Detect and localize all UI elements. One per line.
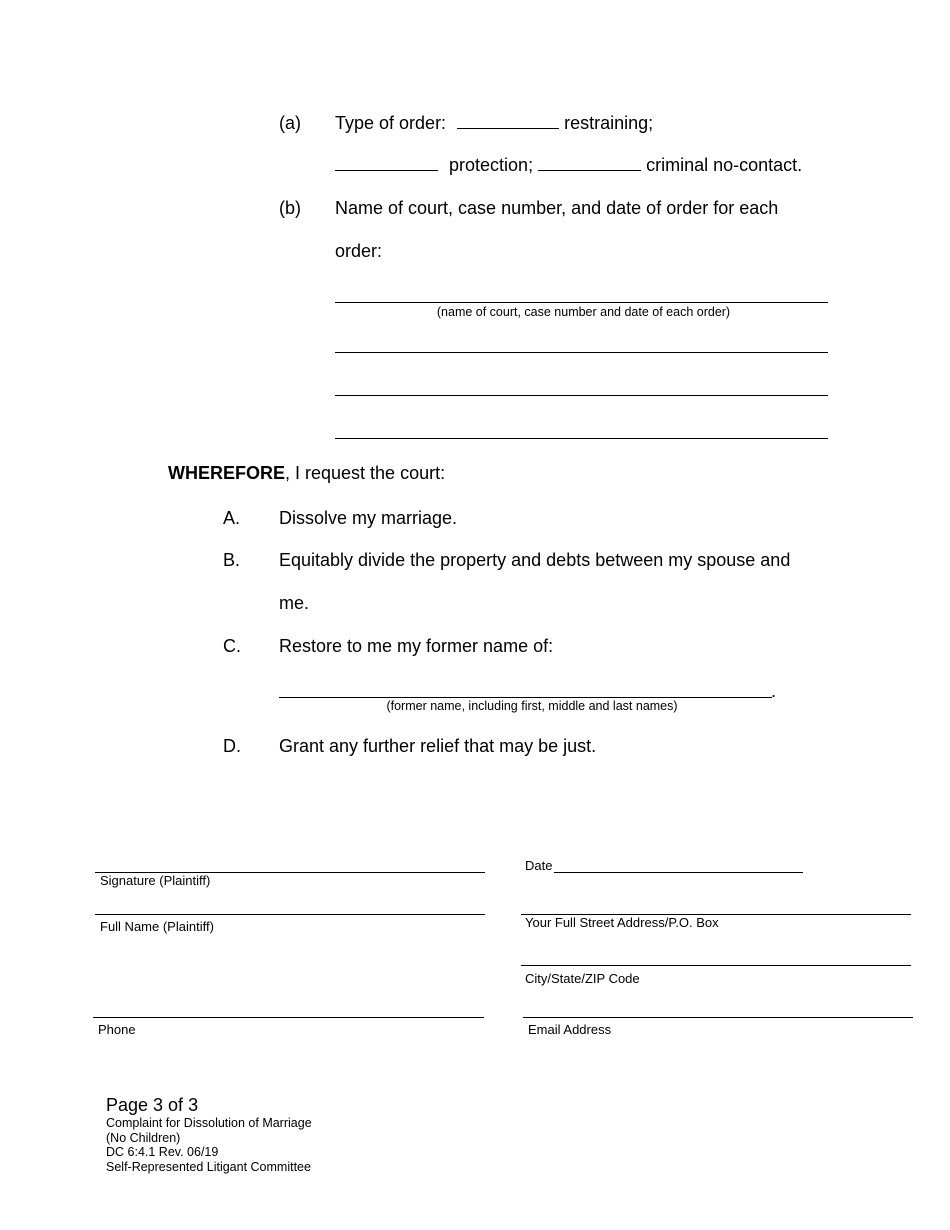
request-a-text: Dissolve my marriage. xyxy=(279,508,458,528)
restraining-blank[interactable] xyxy=(457,112,559,129)
request-a-marker: A. xyxy=(223,508,241,528)
phone-line[interactable] xyxy=(93,1017,484,1018)
order-type-line-2 xyxy=(335,154,802,176)
city-state-zip-label: City/State/ZIP Code xyxy=(525,971,640,986)
order-b-marker: (b) xyxy=(279,198,301,218)
page-number: Page 3 of 3 xyxy=(106,1095,199,1115)
form-title: Complaint for Dissolution of Marriage xyxy=(106,1116,312,1130)
court-order-line-2[interactable] xyxy=(335,352,828,353)
court-order-caption: (name of court, case number and date of each order) xyxy=(436,305,731,319)
form-subtitle: (No Children) xyxy=(106,1130,181,1145)
page-footer xyxy=(106,1094,312,1174)
former-name-period: . xyxy=(771,681,777,701)
order-type-line xyxy=(335,112,653,134)
request-d-marker: D. xyxy=(223,736,241,756)
email-line[interactable] xyxy=(523,1017,913,1018)
address-label: Your Full Street Address/P.O. Box xyxy=(525,915,719,930)
order-b-text-cont: order: xyxy=(335,241,383,261)
wherefore-rest: , I request the court: xyxy=(285,463,446,483)
request-c-marker: C. xyxy=(223,636,241,656)
full-name-label: Full Name (Plaintiff) xyxy=(100,919,214,934)
order-type-prefix: Type of order: xyxy=(335,113,447,133)
former-name-caption: (former name, including first, middle and last names) xyxy=(386,699,678,713)
request-b-text-cont: me. xyxy=(279,593,310,613)
criminal-no-contact-label: criminal no-contact. xyxy=(646,155,803,175)
wherefore-bold: WHEREFORE xyxy=(168,463,285,483)
form-code: DC 6:4.1 Rev. 06/19 xyxy=(106,1145,219,1159)
wherefore-heading xyxy=(168,462,445,484)
date-line[interactable] xyxy=(554,872,803,873)
request-d-text: Grant any further relief that may be just. xyxy=(279,736,597,756)
former-name-line[interactable] xyxy=(279,697,772,698)
order-b-text: Name of court, case number, and date of order for each xyxy=(335,198,779,218)
court-order-line-1[interactable] xyxy=(335,302,828,303)
restraining-label: restraining; xyxy=(564,113,654,133)
protection-blank[interactable] xyxy=(335,154,438,171)
full-name-line[interactable] xyxy=(95,914,485,915)
request-b-marker: B. xyxy=(223,550,241,570)
court-order-line-4[interactable] xyxy=(335,438,828,439)
request-c-text: Restore to me my former name of: xyxy=(279,636,554,656)
protection-label: protection; xyxy=(449,155,534,175)
city-state-zip-line[interactable] xyxy=(521,965,911,966)
phone-label: Phone xyxy=(98,1022,136,1037)
form-committee: Self-Represented Litigant Committee xyxy=(106,1159,311,1174)
court-order-line-3[interactable] xyxy=(335,395,828,396)
signature-label: Signature (Plaintiff) xyxy=(100,873,211,888)
order-a-marker: (a) xyxy=(279,113,301,133)
criminal-no-contact-blank[interactable] xyxy=(538,154,641,171)
email-label: Email Address xyxy=(528,1022,612,1037)
request-b-text: Equitably divide the property and debts between my spouse and xyxy=(279,550,791,570)
date-label: Date xyxy=(525,858,553,873)
